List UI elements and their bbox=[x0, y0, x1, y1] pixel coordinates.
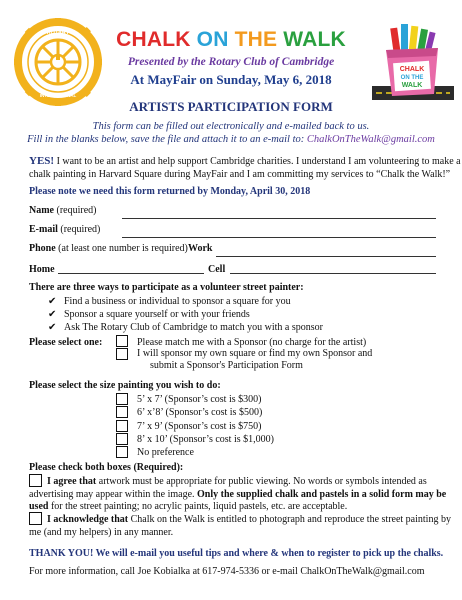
email-field[interactable] bbox=[122, 237, 436, 238]
way-item-3: Ask The Rotary Club of Cambridge to match you with a sponsor bbox=[64, 322, 323, 333]
email-label-text: E-mail bbox=[29, 224, 58, 235]
event-title bbox=[100, 28, 362, 52]
rotary-top-text: ROTARY bbox=[46, 30, 70, 36]
agree-line-2a: advertising may appear within the image. bbox=[29, 488, 198, 500]
intro-line-2-text: Fill in the blanks below, save the file and attach it to an e-mail to: bbox=[27, 134, 307, 145]
size-option-no-preference: No preference bbox=[137, 447, 194, 458]
ack-line-1: Chalk on the Walk is entitled to photograph and reproduce the street painting by bbox=[128, 514, 451, 525]
agree-bold: I agree that bbox=[47, 476, 97, 487]
rotary-logo bbox=[14, 18, 102, 106]
yes-label: YES! bbox=[29, 155, 55, 167]
size-option-6x8: 6’ x’8’ (Sponsor’s cost is $500) bbox=[137, 407, 263, 418]
checkmark-icon: ✔ bbox=[48, 309, 57, 320]
own-sponsor-option-1: I will sponsor my own square or find my own Sponsor and bbox=[137, 348, 373, 359]
title-word-on: ON bbox=[196, 28, 229, 51]
title-word-walk: WALK bbox=[283, 28, 346, 51]
yes-paragraph bbox=[29, 155, 461, 181]
intro-line-1: This form can be filled out electronically and e-mailed back to us. bbox=[92, 121, 370, 132]
deadline-note: Please note we need this form returned by Monday, April 30, 2018 bbox=[29, 186, 311, 197]
name-required: (required) bbox=[54, 205, 97, 216]
way-item-2: Sponsor a square yourself or with your friends bbox=[64, 309, 250, 320]
ack-bold: I acknowledge that bbox=[47, 514, 129, 525]
title-word-chalk: CHALK bbox=[116, 28, 191, 51]
phone-label-text: Phone bbox=[29, 243, 56, 254]
name-field[interactable] bbox=[122, 218, 436, 219]
event-date: At MayFair on Sunday, May 6, 2018 bbox=[130, 72, 332, 87]
size-checkbox-7x9[interactable] bbox=[116, 420, 128, 432]
size-checkbox-no-preference[interactable] bbox=[116, 446, 128, 458]
size-checkbox-6x8[interactable] bbox=[116, 406, 128, 418]
presented-by: Presented by the Rotary Club of Cambridge bbox=[127, 56, 335, 68]
title-word-the: THE bbox=[234, 28, 278, 51]
agree-line-1: artwork must be appropriate for public viewing. No words or symbols intended as bbox=[96, 476, 427, 487]
home-phone-field[interactable] bbox=[58, 273, 204, 274]
yes-line-2: chalk painting in Harvard Square during MayFair and I am committing my services to “Chalk the Walk!” bbox=[29, 168, 451, 180]
own-sponsor-option-2: submit a Sponsor's Participation Form bbox=[150, 360, 303, 371]
home-label: Home bbox=[29, 264, 55, 275]
size-checkbox-8x10[interactable] bbox=[116, 433, 128, 445]
phone-label bbox=[29, 243, 188, 256]
yes-line-1: I want to be an artist and help support Cambridge charities. I understand I am volunteering to make a bbox=[54, 156, 461, 167]
agree-line-3a: used bbox=[29, 501, 49, 512]
rotary-bottom-text: INTERNATIONAL bbox=[39, 93, 77, 98]
work-label: Work bbox=[188, 243, 213, 254]
name-label-text: Name bbox=[29, 205, 54, 216]
name-label bbox=[29, 205, 96, 218]
size-checkbox-5x7[interactable] bbox=[116, 393, 128, 405]
sign-walk-text: WALK bbox=[401, 82, 423, 89]
email-label bbox=[29, 224, 100, 237]
way-item-1: Find a business or individual to sponsor a square for you bbox=[64, 296, 291, 307]
checkmark-icon: ✔ bbox=[48, 322, 57, 333]
cell-phone-field[interactable] bbox=[230, 273, 436, 274]
match-sponsor-checkbox[interactable] bbox=[116, 335, 128, 347]
contact-info: For more information, call Joe Kobialka at 617-974-5336 or e-mail ChalkOnTheWalk@gmail.com bbox=[29, 566, 425, 577]
acknowledge-paragraph bbox=[29, 514, 449, 539]
agree-paragraph bbox=[29, 476, 449, 514]
size-option-8x10: 8’ x 10’ (Sponsor’s cost is $1,000) bbox=[137, 434, 274, 445]
thank-you: THANK YOU! We will e-mail you useful tips and where & when to register to pick up the chalks. bbox=[29, 548, 444, 559]
intro-line-2 bbox=[0, 134, 462, 145]
size-option-5x7: 5’ x 7’ (Sponsor’s cost is $300) bbox=[137, 394, 262, 405]
intro-email-link[interactable]: ChalkOnTheWalk@gmail.com bbox=[306, 134, 435, 145]
ack-line-2: me (and my helpers) in any manner. bbox=[29, 526, 174, 538]
cell-label: Cell bbox=[208, 264, 226, 275]
select-one-label: Please select one: bbox=[29, 337, 103, 348]
match-sponsor-option: Please match me with a Sponsor (no charge for the artist) bbox=[137, 337, 367, 348]
size-option-7x9: 7’ x 9’ (Sponsor’s cost is $750) bbox=[137, 421, 262, 432]
agree-line-2b: Only the supplied chalk and pastels in a solid form may be bbox=[197, 488, 447, 500]
sign-chalk-text: CHALK bbox=[399, 66, 425, 73]
work-phone-field[interactable] bbox=[216, 256, 436, 257]
sign-onthe-text: ON THE bbox=[400, 75, 424, 81]
form-title: ARTISTS PARTICIPATION FORM bbox=[129, 99, 333, 114]
own-sponsor-checkbox[interactable] bbox=[116, 348, 128, 360]
email-required: (required) bbox=[57, 224, 101, 235]
phone-note: (at least one number is required) bbox=[55, 243, 188, 254]
chalk-bucket-logo bbox=[372, 24, 454, 108]
agree-heading: Please check both boxes (Required): bbox=[29, 462, 184, 473]
size-label: Please select the size painting you wish to do: bbox=[29, 380, 221, 391]
ways-heading: There are three ways to participate as a volunteer street painter: bbox=[29, 282, 304, 293]
agree-line-3b: for the street painting; no acrylic paints, liquid pastels, etc. are acceptable. bbox=[48, 501, 348, 512]
checkmark-icon: ✔ bbox=[48, 296, 57, 307]
